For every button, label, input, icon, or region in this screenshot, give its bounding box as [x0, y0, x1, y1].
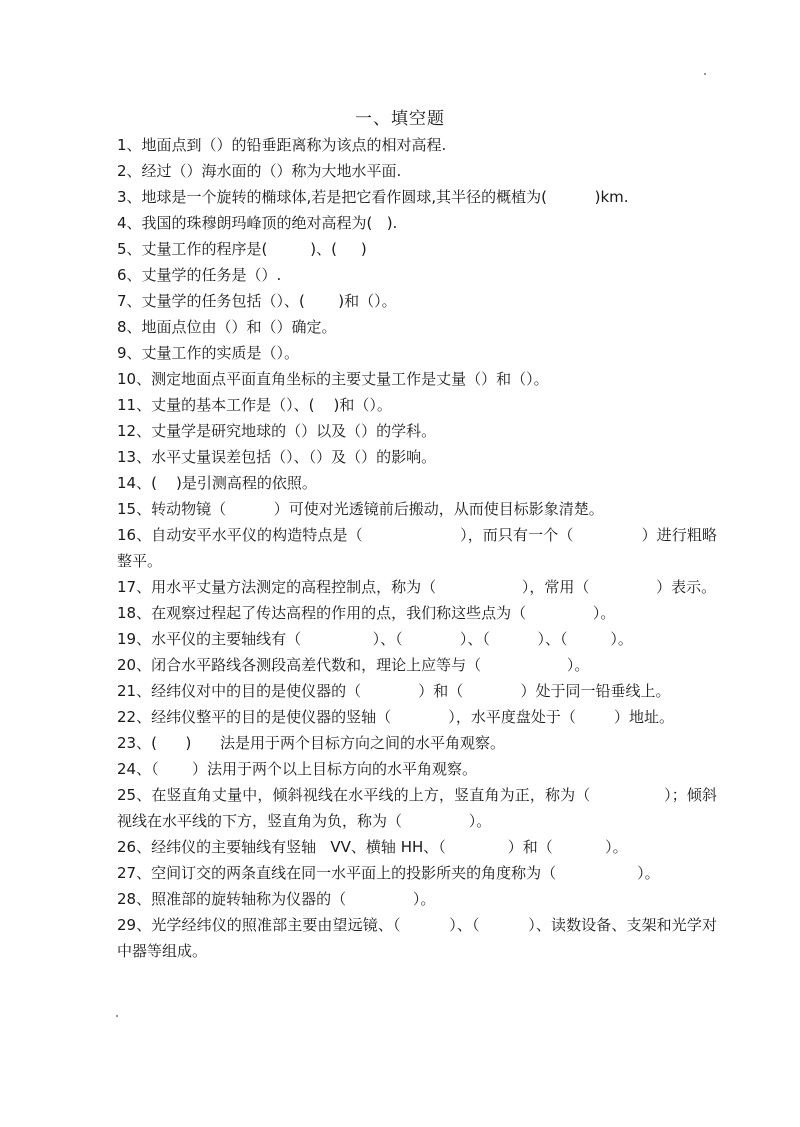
- question-number: 17: [117, 578, 137, 596]
- question-item: [117, 496, 717, 522]
- question-text: 、丈量学的任务是（）.: [126, 266, 282, 284]
- question-number: 13: [117, 448, 137, 466]
- question-item: [117, 730, 717, 756]
- page-mark: [704, 73, 706, 75]
- question-text: 、我国的珠穆朗玛峰顶的绝对高程为( ).: [126, 214, 398, 232]
- question-number: 14: [117, 474, 137, 492]
- question-text: 、经纬仪对中的目的是使仪器的（ ）和（ ）处于同一铅垂线上。: [136, 682, 671, 700]
- question-text: 、经过（）海水面的（）称为大地水平面.: [126, 162, 402, 180]
- question-item: [117, 132, 717, 158]
- question-item: [117, 418, 717, 444]
- question-number: 7: [117, 292, 127, 310]
- question-text: 、照准部的旋转轴称为仪器的（ ）。: [136, 890, 436, 908]
- question-text: 、经纬仪整平的目的是使仪器的竖轴（ ），水平度盘处于（ ）地址。: [136, 708, 674, 726]
- question-text: 、闭合水平路线各测段高差代数和，理论上应等与（ ）。: [136, 656, 590, 674]
- question-number: 3: [117, 188, 127, 206]
- question-number: 24: [117, 760, 137, 778]
- question-number: 10: [117, 370, 137, 388]
- question-text: 、光学经纬仪的照准部主要由望远镜、（ ）、（ ）、读数设备、支架和光学对中器等组成。: [117, 916, 717, 960]
- question-item: [117, 184, 717, 210]
- question-list: [117, 132, 717, 964]
- question-number: 16: [117, 526, 137, 544]
- question-item: [117, 236, 717, 262]
- question-text: 、经纬仪的主要轴线有竖轴 VV、横轴 HH、（ ）和（ ）。: [136, 838, 628, 856]
- question-text: 、测定地面点平面直角坐标的主要丈量工作是丈量（）和（）。: [136, 370, 549, 388]
- question-item: [117, 912, 717, 964]
- question-item: [117, 626, 717, 652]
- question-text: 、地面点位由（）和（）确定。: [126, 318, 337, 336]
- question-text: 、水平仪的主要轴线有（ ）、（ ）、（ ）、（ ）。: [136, 630, 633, 648]
- question-number: 5: [117, 240, 127, 258]
- question-text: 、丈量学是研究地球的（）以及（）的学科。: [136, 422, 437, 440]
- question-item: [117, 158, 717, 184]
- question-text: 、水平丈量误差包括（）、（）及（）的影响。: [136, 448, 437, 466]
- question-number: 6: [117, 266, 127, 284]
- question-item: [117, 470, 717, 496]
- question-text: 、在观察过程起了传达高程的作用的点，我们称这些点为（ ）。: [136, 604, 616, 622]
- question-item: [117, 704, 717, 730]
- question-item: [117, 834, 717, 860]
- question-number: 23: [117, 734, 137, 752]
- question-text: 、在竖直角丈量中，倾斜视线在水平线的上方，竖直角为正，称为（ ）；倾斜视线在水平线的下方，竖直角为负，称为（ ）。: [117, 786, 717, 830]
- question-item: [117, 210, 717, 236]
- question-text: 、( )是引测高程的依照。: [136, 474, 317, 492]
- question-number: 8: [117, 318, 127, 336]
- question-text: 、地面点到（）的铅垂距离称为该点的相对高程.: [126, 136, 447, 154]
- question-number: 9: [117, 344, 127, 362]
- question-number: 1: [117, 136, 127, 154]
- question-text: 、( ) 法是用于两个目标方向之间的水平角观察。: [136, 734, 506, 752]
- question-number: 11: [117, 396, 137, 414]
- question-text: 、空间订交的两条直线在同一水平面上的投影所夹的角度称为（ ）。: [136, 864, 660, 882]
- question-number: 22: [117, 708, 137, 726]
- question-item: [117, 314, 717, 340]
- question-item: [117, 366, 717, 392]
- question-item: [117, 574, 717, 600]
- question-text: 、（ ）法用于两个以上目标方向的水平角观察。: [136, 760, 477, 778]
- question-text: 、丈量工作的实质是（）。: [126, 344, 300, 362]
- question-number: 19: [117, 630, 137, 648]
- question-item: [117, 678, 717, 704]
- question-number: 2: [117, 162, 127, 180]
- question-text: 、丈量的基本工作是（）、( )和（）。: [136, 396, 392, 414]
- question-number: 26: [117, 838, 137, 856]
- question-number: 25: [117, 786, 137, 804]
- question-text: 、地球是一个旋转的椭球体,若是把它看作圆球,其半径的概植为( )km.: [126, 188, 629, 206]
- question-number: 12: [117, 422, 137, 440]
- question-item: [117, 288, 717, 314]
- question-number: 28: [117, 890, 137, 908]
- question-item: [117, 782, 717, 834]
- question-item: [117, 652, 717, 678]
- question-number: 15: [117, 500, 137, 518]
- page-mark: [116, 1015, 118, 1017]
- question-item: [117, 886, 717, 912]
- question-text: 、用水平丈量方法测定的高程控制点，称为（ ），常用（ ）表示。: [136, 578, 717, 596]
- question-item: [117, 522, 717, 574]
- question-item: [117, 392, 717, 418]
- question-item: [117, 340, 717, 366]
- section-title: 一、填空题: [355, 109, 445, 129]
- question-item: [117, 860, 717, 886]
- question-text: 、丈量工作的程序是( )、( ): [126, 240, 367, 258]
- question-number: 29: [117, 916, 137, 934]
- question-text: 、转动物镜（ ）可使对光透镜前后搬动，从而使目标影象清楚。: [136, 500, 604, 518]
- question-number: 18: [117, 604, 137, 622]
- question-number: 4: [117, 214, 127, 232]
- question-item: [117, 756, 717, 782]
- question-text: 、丈量学的任务包括（）、( )和（）。: [126, 292, 397, 310]
- question-number: 27: [117, 864, 137, 882]
- question-number: 20: [117, 656, 137, 674]
- question-item: [117, 444, 717, 470]
- question-item: [117, 600, 717, 626]
- question-item: [117, 262, 717, 288]
- question-text: 、自动安平水平仪的构造特点是（ ），而只有一个（ ）进行粗略整平。: [117, 526, 717, 570]
- question-number: 21: [117, 682, 137, 700]
